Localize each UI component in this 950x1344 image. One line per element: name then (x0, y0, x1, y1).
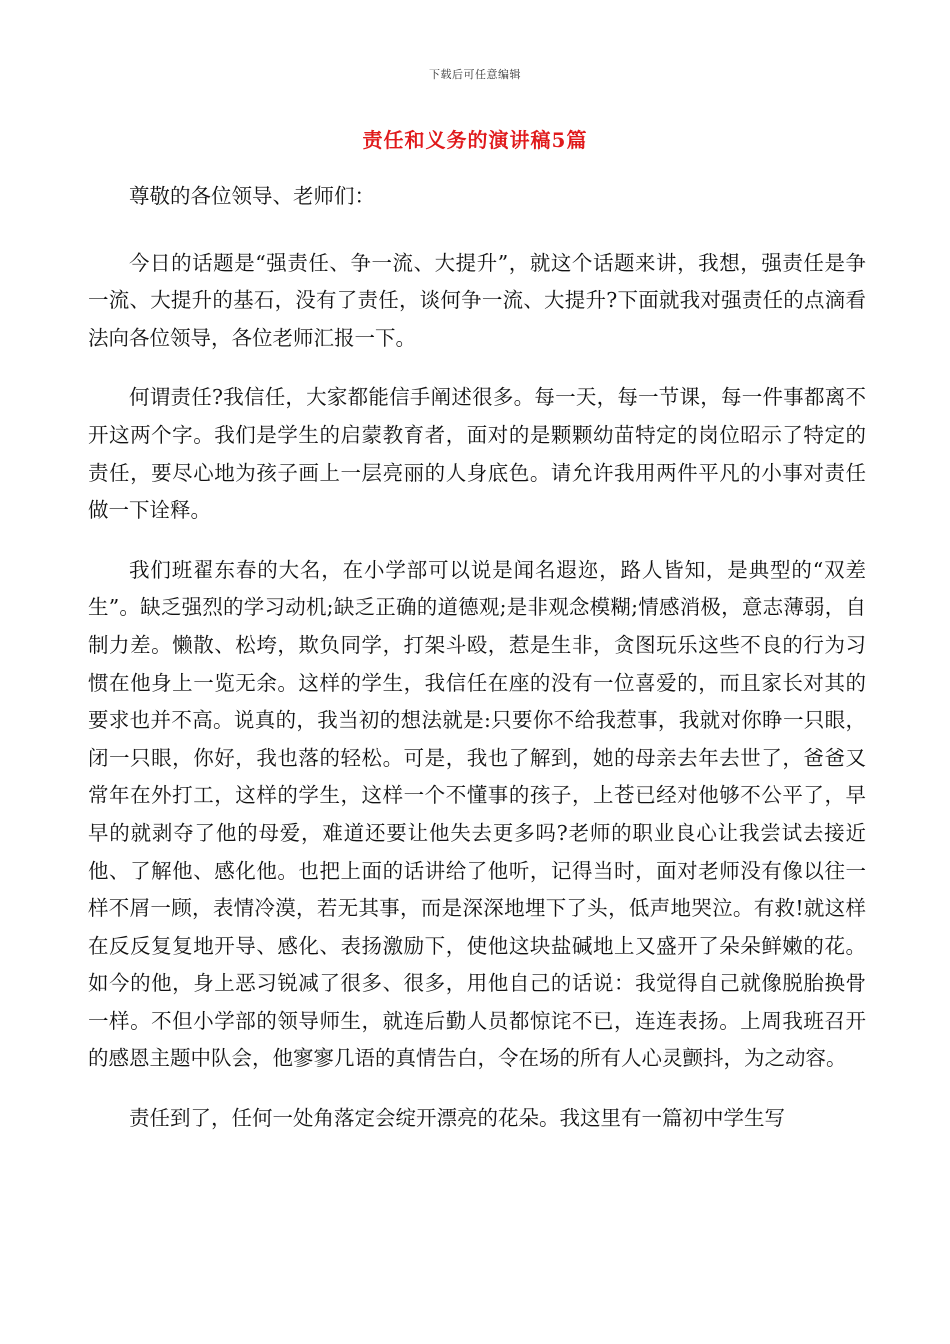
paragraph-1: 今日的话题是“强责任、争一流、大提升”，就这个话题来讲，我想，强责任是争一流、大提升的基石，没有了责任，谈何争一流、大提升?下面就我对强责任的点滴看法向各位领导，各位老师汇报一下。 (88, 250, 866, 350)
paragraph-3: 我们班翟东春的大名，在小学部可以说是闻名遐迩，路人皆知，是典型的“双差生”。缺乏强烈的学习动机;缺乏正确的道德观;是非观念模糊;情感消极，意志薄弱，自制力差。懒散、松垮，欺负同学，打架斗殴，惹是生非，贪图玩乐这些不良的行为习惯在他身上一览无余。这样的学生，我信任在座的没有一位喜爱的，而且家长对其的要求也并不高。说真的，我当初的想法就是:只要你不给我惹事，我就对你睁一只眼，闭一只眼，你好，我也落的轻松。可是，我也了解到，她的母亲去年去世了，爸爸又常年在外打工，这样的学生，这样一个不懂事的孩子，上苍已经对他够不公平了，早早的就剥夺了他的母爱，难道还要让他失去更多吗?老师的职业良心让我尝试去接近他、了解他、感化他。也把上面的话讲给了他听，记得当时，面对老师没有像以往一样不屑一顾，表情冷漠，若无其事，而是深深地埋下了头，低声地哭泣。有救!就这样在反反复复地开导、感化、表扬激励下，使他这块盐碱地上又盛开了朵朵鲜嫩的花。如今的他，身上恶习锐减了很多、很多，用他自己的话说：我觉得自己就像脱胎换骨一样。不但小学部的领导师生，就连后勤人员都惊诧不已，连连表扬。上周我班召开的感恩主题中队会，他寥寥几语的真情告白，令在场的所有人心灵颤抖，为之动容。 (88, 557, 866, 1071)
paragraph-4: 责任到了，任何一处角落定会绽开漂亮的花朵。我这里有一篇初中学生写 (129, 1106, 785, 1131)
header-note: 下载后可任意编辑 (429, 68, 521, 81)
document-body (88, 178, 866, 1160)
document-title: 责任和义务的演讲稿5篇 (362, 128, 588, 152)
paragraph-2: 何谓责任?我信任，大家都能信手阐述很多。每一天，每一节课，每一件事都离不开这两个字。我们是学生的启蒙教育者，面对的是颗颗幼苗特定的岗位昭示了特定的责任，要尽心地为孩子画上一层亮丽的人身底色。请允许我用两件平凡的小事对责任做一下诠释。 (88, 385, 866, 523)
salutation: 尊敬的各位领导、老师们： (129, 184, 375, 208)
